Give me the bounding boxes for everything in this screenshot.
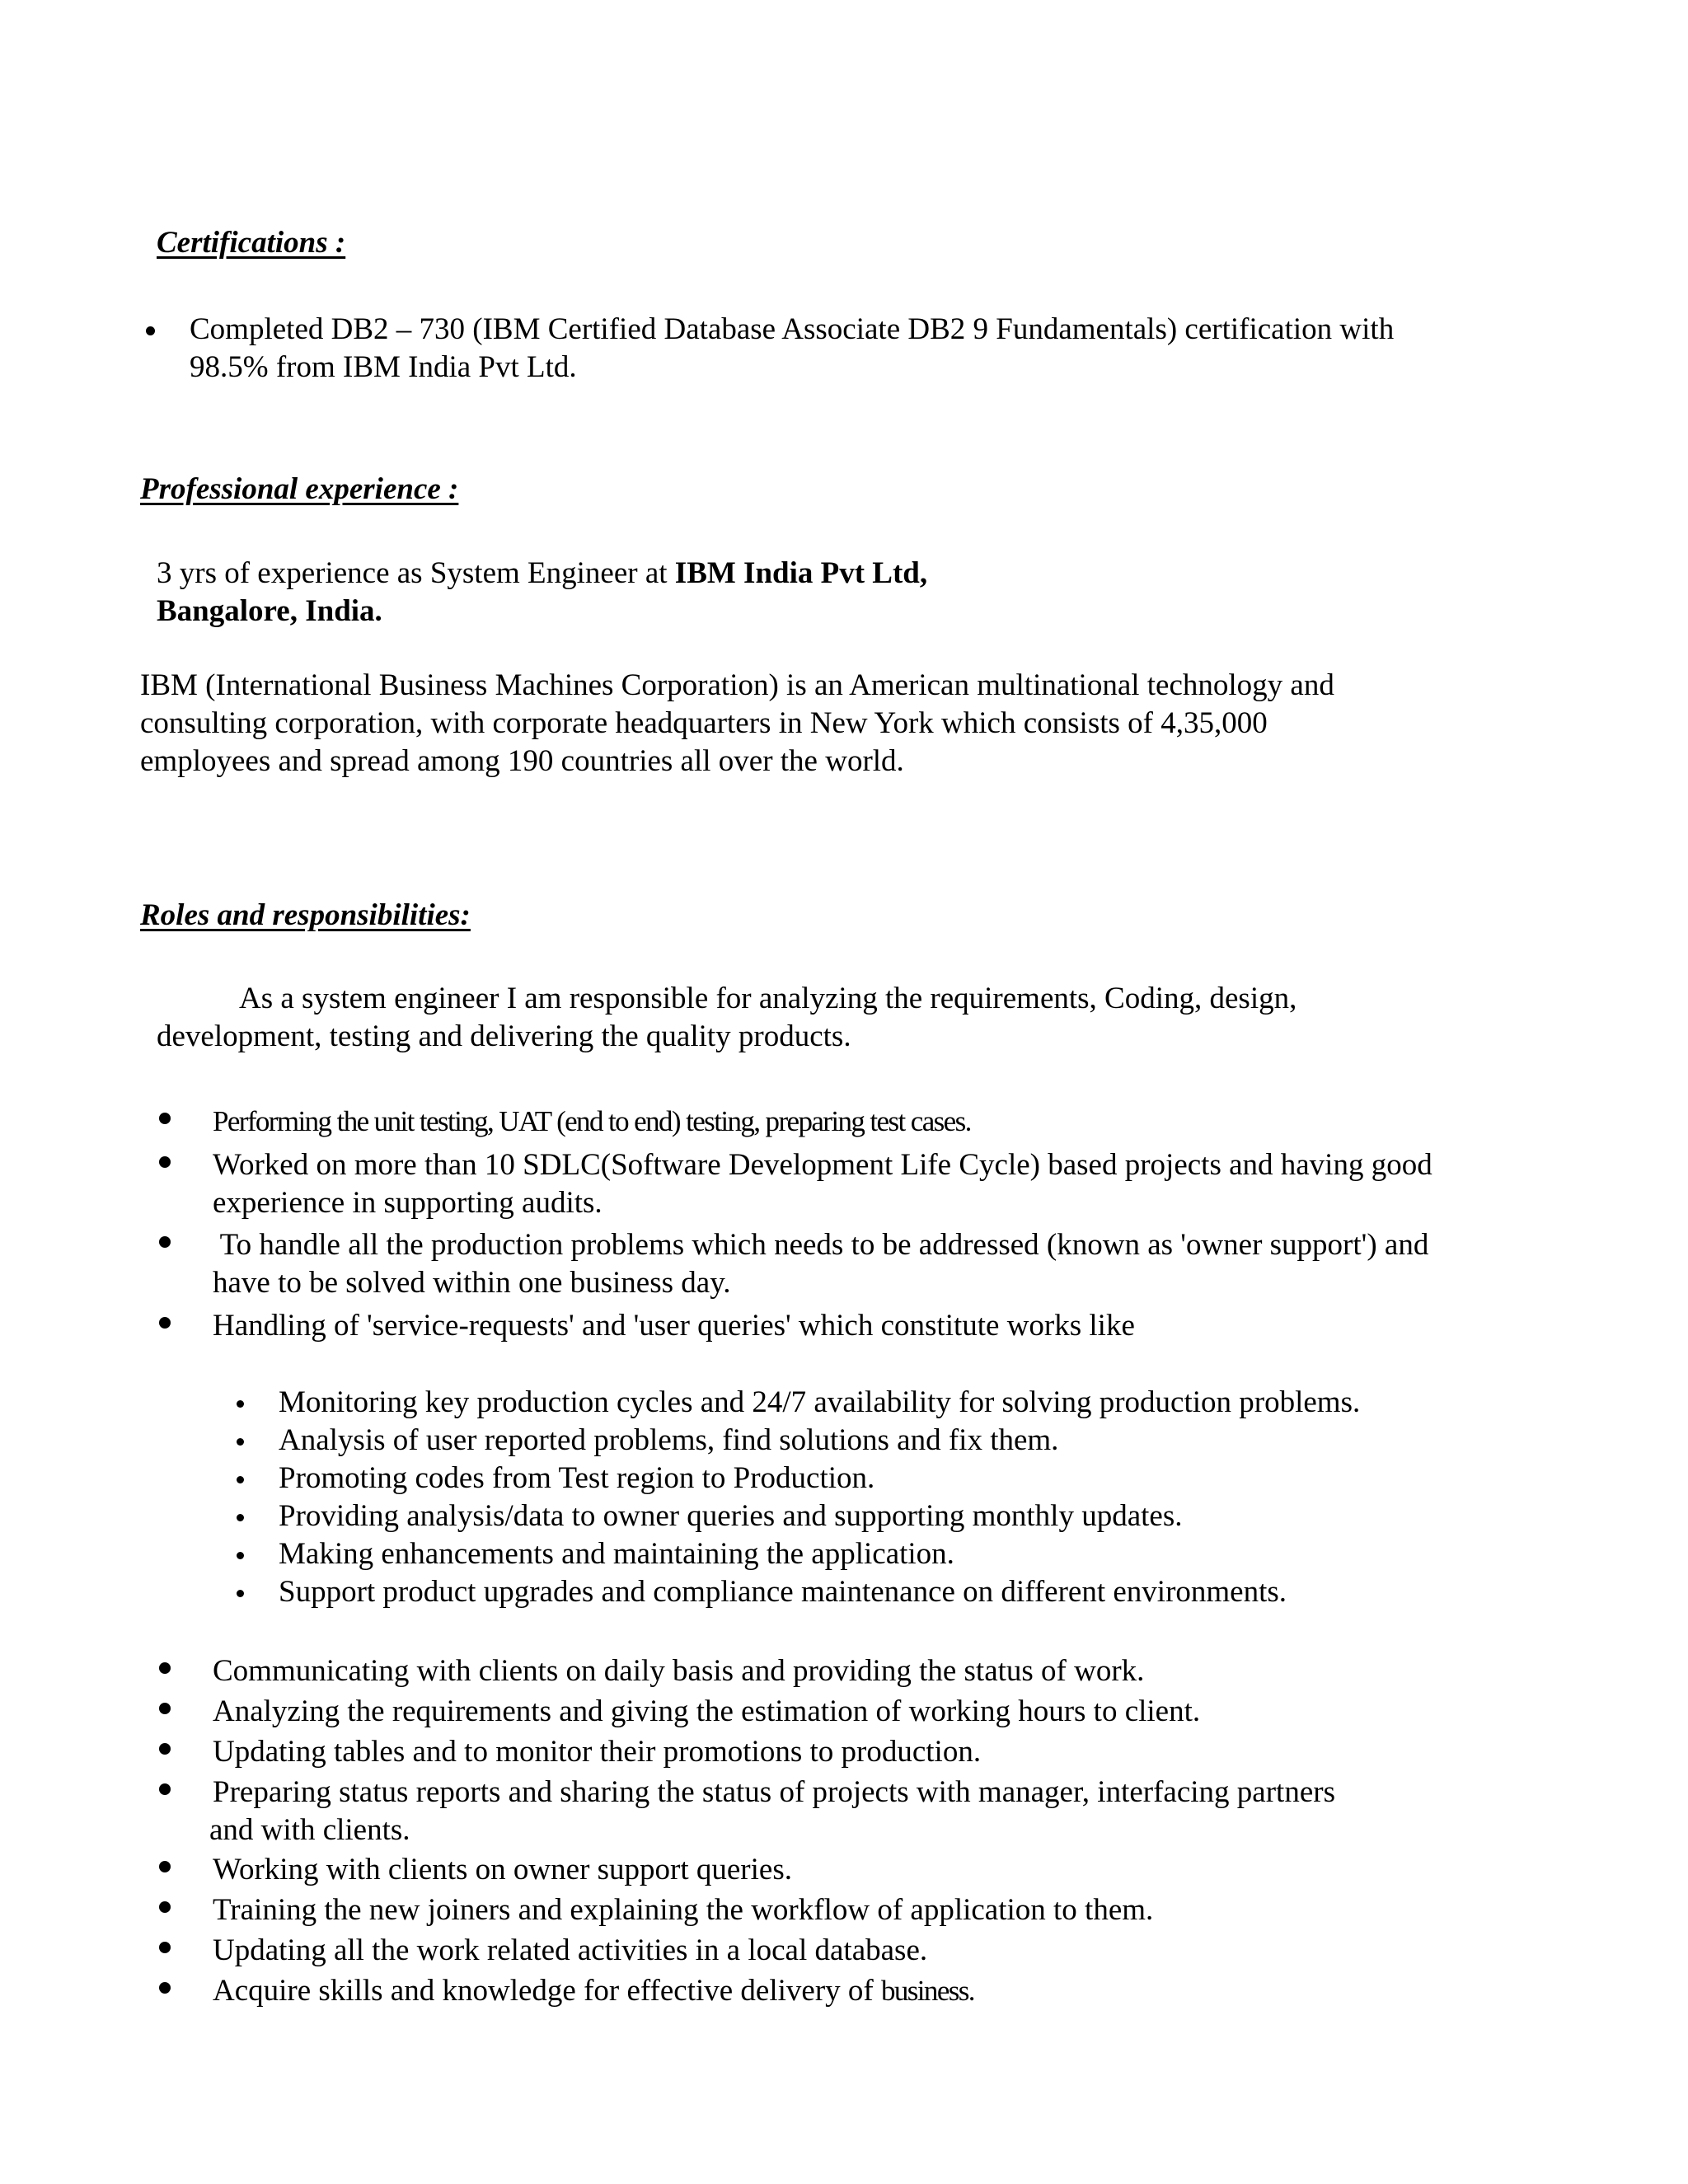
sub-bullet-icon: [237, 1590, 244, 1597]
professional-experience-heading: Professional experience :: [140, 472, 459, 506]
roles-heading: Roles and responsibilities:: [140, 898, 471, 932]
responsibility-item: [213, 1972, 974, 2010]
experience-company: IBM India Pvt Ltd,: [674, 556, 928, 590]
responsibility-item-end: business.: [880, 1975, 974, 2007]
bullet-icon: [159, 1113, 171, 1124]
responsibility-item: To handle all the production problems which needs to be addressed (known as 'owner support') and: [213, 1228, 1429, 1262]
responsibility-item: Worked on more than 10 SDLC(Software Development Life Cycle) based projects and having good: [213, 1148, 1432, 1182]
sub-responsibility-item: Analysis of user reported problems, find solutions and fix them.: [279, 1423, 1059, 1457]
certification-line: Completed DB2 – 730 (IBM Certified Database Associate DB2 9 Fundamentals) certification with: [190, 312, 1395, 346]
sub-bullet-icon: [237, 1400, 244, 1408]
bullet-icon: [159, 1156, 171, 1168]
sub-responsibility-item: Providing analysis/data to owner queries and supporting monthly updates.: [279, 1499, 1183, 1533]
responsibility-item-continued: and with clients.: [209, 1813, 410, 1847]
responsibility-item-continued: experience in supporting audits.: [213, 1186, 603, 1220]
bullet-icon: [159, 1236, 171, 1248]
certifications-heading: Certifications :: [157, 226, 346, 260]
sub-responsibility-item: Support product upgrades and compliance maintenance on different environments.: [279, 1575, 1287, 1609]
sub-responsibility-item: Making enhancements and maintaining the application.: [279, 1537, 954, 1571]
responsibility-item: Handling of 'service-requests' and 'user queries' which constitute works like: [213, 1309, 1135, 1343]
responsibility-item: Working with clients on owner support queries.: [213, 1853, 792, 1886]
certification-line: 98.5% from IBM India Pvt Ltd.: [190, 350, 577, 384]
responsibility-item-continued: have to be solved within one business day.: [213, 1266, 731, 1300]
responsibility-item: Preparing status reports and sharing the status of projects with manager, interfacing partners: [213, 1775, 1335, 1809]
company-description-line: employees and spread among 190 countries all over the world.: [140, 744, 904, 778]
bullet-icon: [159, 1743, 171, 1755]
sub-bullet-icon: [237, 1552, 244, 1559]
bullet-icon: [159, 1861, 171, 1872]
bullet-icon: [159, 1783, 171, 1795]
responsibility-item: Communicating with clients on daily basis and providing the status of work.: [213, 1654, 1145, 1688]
bullet-icon: [146, 326, 155, 335]
bullet-icon: [159, 1942, 171, 1953]
experience-summary-prefix: 3 yrs of experience as System Engineer at: [157, 556, 675, 590]
responsibility-item: Analyzing the requirements and giving the estimation of working hours to client.: [213, 1694, 1201, 1728]
sub-bullet-icon: [237, 1438, 244, 1446]
responsibility-item: Performing the unit testing, UAT (end to end) testing, preparing test cases.: [213, 1105, 971, 1137]
sub-bullet-icon: [237, 1514, 244, 1521]
sub-responsibility-item: Promoting codes from Test region to Production.: [279, 1461, 875, 1495]
responsibility-item: Training the new joiners and explaining the workflow of application to them.: [213, 1893, 1154, 1927]
company-description-line: IBM (International Business Machines Corporation) is an American multinational technology and: [140, 668, 1334, 702]
bullet-icon: [159, 1317, 171, 1329]
responsibility-item: Updating tables and to monitor their promotions to production.: [213, 1735, 982, 1769]
responsibility-item: Updating all the work related activities in a local database.: [213, 1933, 928, 1967]
roles-intro-line: development, testing and delivering the quality products.: [157, 1019, 851, 1053]
roles-intro-line: As a system engineer I am responsible for analyzing the requirements, Coding, design,: [239, 982, 1297, 1015]
company-description-line: consulting corporation, with corporate headquarters in New York which consists of 4,35,000: [140, 706, 1268, 740]
sub-bullet-icon: [237, 1476, 244, 1483]
experience-location: Bangalore, India.: [157, 594, 382, 628]
bullet-icon: [159, 1703, 171, 1714]
bullet-icon: [159, 1982, 171, 1994]
experience-summary: [157, 555, 927, 593]
responsibility-item-text: Acquire skills and knowledge for effective delivery of: [213, 1974, 881, 2008]
bullet-icon: [159, 1901, 171, 1913]
sub-responsibility-item: Monitoring key production cycles and 24/7 availability for solving production problems.: [279, 1385, 1361, 1419]
bullet-icon: [159, 1662, 171, 1674]
